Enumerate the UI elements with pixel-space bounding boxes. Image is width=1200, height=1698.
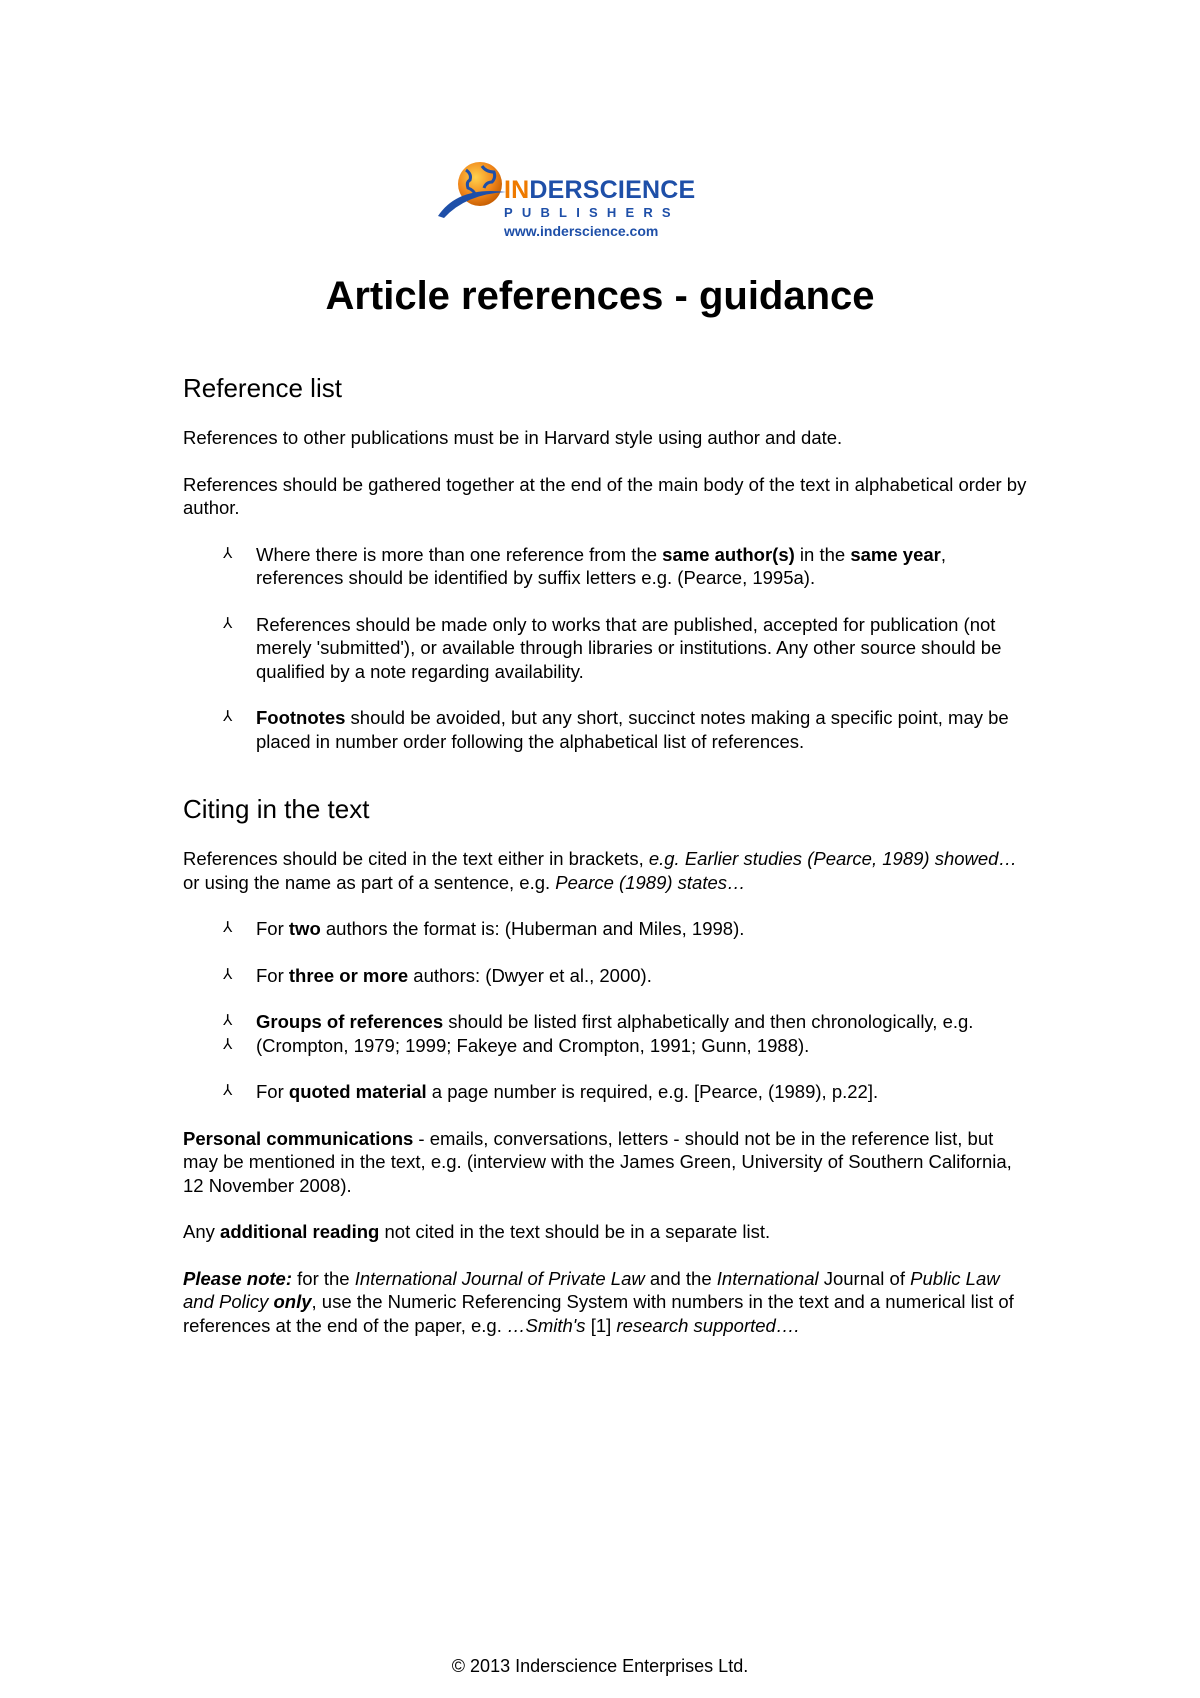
- section-heading-citing: Citing in the text: [183, 794, 370, 824]
- triangle-bullet-icon: ⅄: [223, 919, 233, 936]
- list-item: ⅄ Where there is more than one reference from the same author(s) in the same year, references should be identified by suffix letters e.g. (Pearce, 1995a).: [223, 543, 947, 588]
- footer-copyright: © 2013 Inderscience Enterprises Ltd.: [451, 1656, 749, 1676]
- list-item: ⅄ For quoted material a page number is required, e.g. [Pearce, (1989), p.22].: [223, 1081, 879, 1102]
- triangle-bullet-icon: ⅄: [223, 1082, 233, 1099]
- triangle-bullet-icon: ⅄: [223, 614, 233, 632]
- section-heading-reference-list: Reference list: [183, 373, 342, 403]
- list-item: ⅄ Footnotes should be avoided, but any short, succinct notes making a specific point, may be placed in number order following the alphabetical list of references.: [223, 707, 1009, 752]
- triangle-bullet-icon: ⅄: [223, 708, 233, 725]
- list-item: ⅄ For three or more authors: (Dwyer et al., 2000).: [223, 964, 652, 986]
- paragraph-please-note: Please note: for the International Journal of Private Law and the International Journal of Public Law and Policy only, use the Numeric Referencing System with numbers in the text and a numerical list of references at the end of the paper, e.g. …Smith's [1] research supported….: [183, 1267, 1014, 1336]
- list-item: ⅄ For two authors the format is: (Huberman and Miles, 1998).: [223, 918, 745, 939]
- list-item: ⅄ References should be made only to works that are published, accepted for publication (not merely 'submitted'), or available through libraries or institutions. Any other source should be qualified by a note regarding availability.: [223, 613, 1002, 682]
- paragraph-gathered-order: References should be gathered together at the end of the main body of the text in alphabetical order by author.: [183, 473, 1027, 518]
- paragraph-personal-communications: Personal communications - emails, conversations, letters - should not be in the reference list, but may be mentioned in the text, e.g. (interview with the James Green, University of Southern California, 12 November 2008).: [183, 1127, 1012, 1196]
- logo-wordmark: INDERSCIENCE: [504, 176, 696, 204]
- reference-list-bullets: [183, 543, 1033, 754]
- paragraph-additional-reading: Any additional reading not cited in the text should be in a separate list.: [183, 1221, 771, 1242]
- triangle-bullet-icon: ⅄: [223, 1012, 233, 1029]
- list-item: ⅄ (Crompton, 1979; 1999; Fakeye and Crompton, 1991; Gunn, 1988).: [223, 1034, 810, 1056]
- paragraph-harvard-style: References to other publications must be in Harvard style using author and date.: [183, 427, 843, 448]
- logo-subtitle: PUBLISHERS: [504, 205, 680, 220]
- paragraph-citing-intro: References should be cited in the text either in brackets, e.g. Earlier studies (Pearce, 1989) showed… or using the name as part of a sentence, e.g. Pearce (1989) states…: [183, 848, 1017, 893]
- document-body: [183, 372, 1033, 1360]
- triangle-bullet-icon: ⅄: [223, 965, 233, 983]
- logo-url: www.inderscience.com: [504, 223, 659, 239]
- inderscience-logo: [436, 158, 706, 240]
- citing-bullets: [183, 917, 1033, 1104]
- list-item: ⅄ Groups of references should be listed first alphabetically and then chronologically, e.g.: [223, 1011, 974, 1032]
- page-title: Article references - guidance: [325, 274, 875, 318]
- triangle-bullet-icon: ⅄: [223, 544, 233, 562]
- triangle-bullet-icon: ⅄: [223, 1035, 233, 1053]
